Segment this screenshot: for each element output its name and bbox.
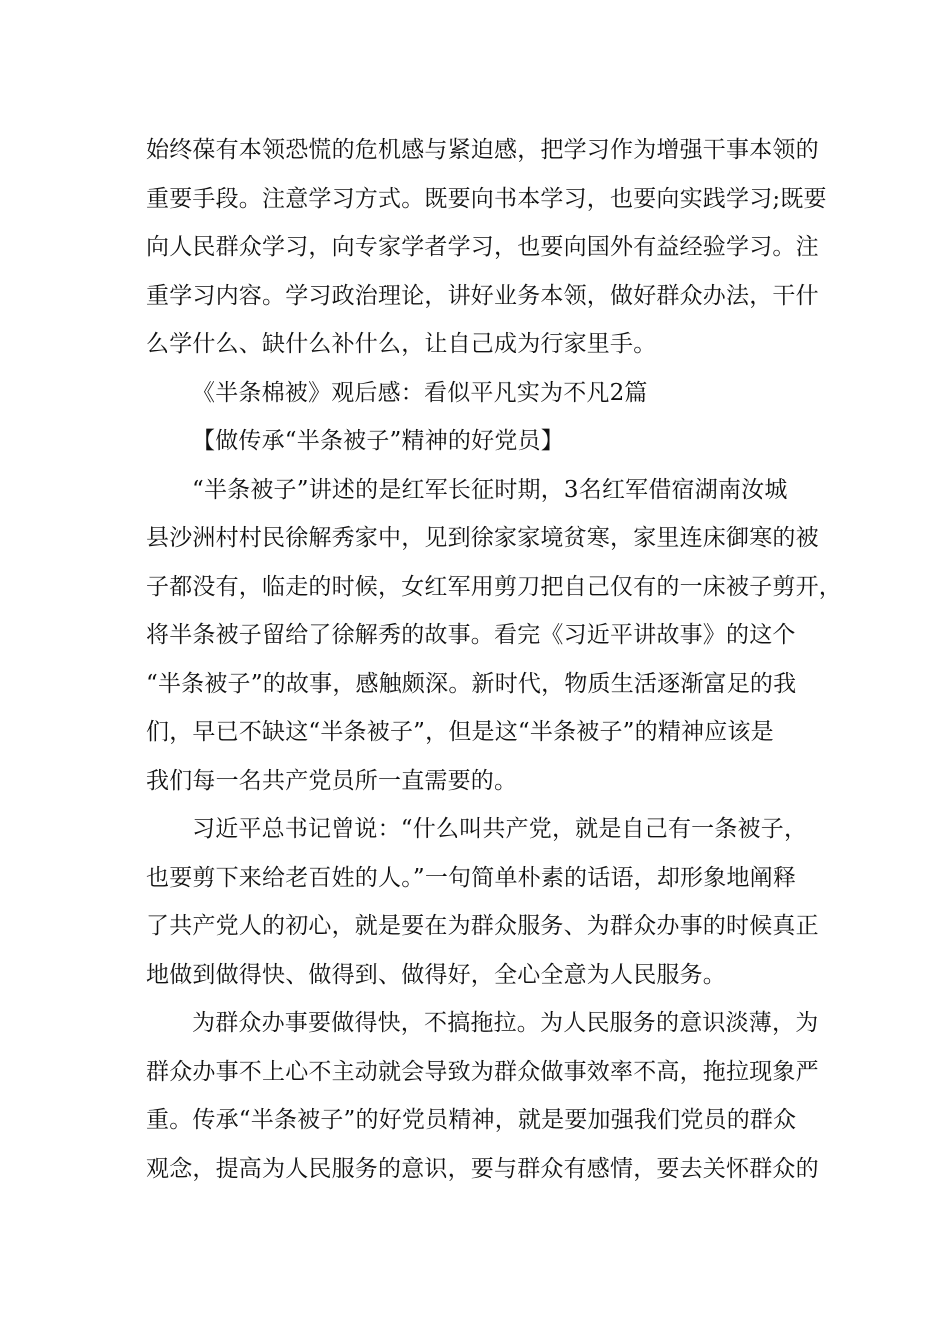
text-line: 重学习内容。学习政治理论，讲好业务本领，做好群众办法，干什 (146, 282, 819, 309)
text-line: 《半条棉被》观后感：看似平凡实为不凡2篇 (192, 379, 648, 406)
text-line: 重。传承“半条被子”的好党员精神，就是要加强我们党员的群众 (146, 1107, 797, 1133)
text-line: 向人民群众学习，向专家学者学习，也要向国外有益经验学习。注 (146, 234, 819, 260)
text-line: 重要手段。注意学习方式。既要向书本学习，也要向实践学习;既要 (146, 185, 827, 212)
text-line: 也要剪下来给老百姓的人。”一句简单朴素的话语，却形象地阐释 (146, 864, 797, 891)
text-line: 【做传承“半条被子”精神的好党员】 (192, 428, 564, 454)
text-line: 为群众办事要做得快，不搞拖拉。为人民服务的意识淡薄，为 (192, 1010, 819, 1036)
text-line: 群众办事不上心不主动就会导致为群众做事效率不高，拖拉现象严 (146, 1058, 819, 1085)
text-line: 我们每一名共产党员所一直需要的。 (146, 767, 518, 794)
text-line: 们，早已不缺这“半条被子”，但是这“半条被子”的精神应该是 (146, 719, 774, 745)
text-line: 了共产党人的初心，就是要在为群众服务、为群众办事的时候真正 (146, 913, 819, 939)
document-body (146, 126, 842, 1193)
text-line: 将半条被子留给了徐解秀的故事。看完《习近平讲故事》的这个 (146, 622, 796, 648)
text-line: 么学什么、缺什么补什么，让自己成为行家里手。 (146, 331, 657, 357)
text-line: 县沙洲村村民徐解秀家中，见到徐家家境贫寒，家里连床御寒的被 (146, 525, 819, 551)
text-line: 地做到做得快、做得到、做得好，全心全意为人民服务。 (146, 961, 726, 988)
text-line: 观念，提高为人民服务的意识，要与群众有感情，要去关怀群众的 (146, 1155, 819, 1182)
text-line: “半条被子”的故事，感触颇深。新时代，物质生活逐渐富足的我 (146, 670, 797, 697)
text-line: 子都没有，临走的时候，女红军用剪刀把自己仅有的一床被子剪开， (146, 573, 842, 600)
text-line: “半条被子”讲述的是红军长征时期，3名红军借宿湖南汝城 (192, 476, 788, 503)
text-line: 始终葆有本领恐慌的危机感与紧迫感，把学习作为增强干事本领的 (146, 137, 819, 163)
text-line: 习近平总书记曾说：“什么叫共产党，就是自己有一条被子， (192, 816, 808, 842)
